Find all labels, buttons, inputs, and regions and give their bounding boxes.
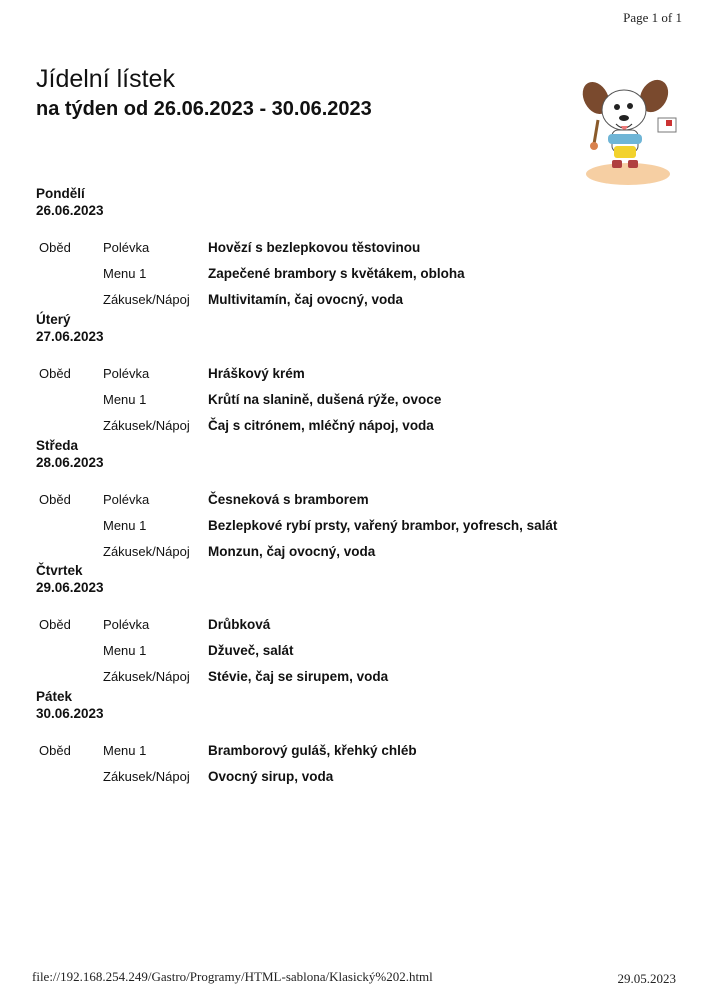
day-section — [36, 437, 676, 559]
course-label: Zákusek/Nápoj — [103, 418, 190, 433]
dish-name: Česneková s bramborem — [208, 492, 369, 507]
dish-name: Drůbková — [208, 617, 271, 632]
dog-mascot-icon — [572, 74, 684, 186]
menu-row — [36, 366, 676, 386]
dish-name: Krůtí na slanině, dušená rýže, ovoce — [208, 392, 442, 407]
course-label: Menu 1 — [103, 643, 147, 658]
menu-row — [36, 643, 676, 663]
course-label: Zákusek/Nápoj — [103, 544, 190, 559]
day-name: Úterý — [36, 312, 71, 327]
dish-name: Ovocný sirup, voda — [208, 769, 334, 784]
menu-row — [36, 617, 676, 637]
menu-row — [36, 669, 676, 689]
menu-row — [36, 292, 676, 312]
day-section — [36, 688, 676, 784]
dish-name: Čaj s citrónem, mléčný nápoj, voda — [208, 418, 434, 433]
day-section — [36, 562, 676, 684]
menu-row — [36, 769, 676, 789]
course-label: Menu 1 — [103, 743, 147, 758]
dish-name: Bramborový guláš, křehký chléb — [208, 743, 417, 758]
menu-row — [36, 518, 676, 538]
menu-row — [36, 240, 676, 260]
dish-name: Zapečené brambory s květákem, obloha — [208, 266, 465, 281]
meal-label: Oběd — [39, 743, 71, 758]
day-date: 30.06.2023 — [36, 706, 104, 721]
page-indicator: Page 1 of 1 — [623, 10, 682, 25]
menu-row — [36, 392, 676, 412]
day-section — [36, 185, 676, 307]
dish-name: Hovězí s bezlepkovou těstovinou — [208, 240, 421, 255]
course-label: Zákusek/Nápoj — [103, 769, 190, 784]
dish-name: Monzun, čaj ovocný, voda — [208, 544, 376, 559]
dish-name: Hráškový krém — [208, 366, 305, 381]
day-date: 29.06.2023 — [36, 580, 104, 595]
course-label: Zákusek/Nápoj — [103, 292, 190, 307]
meal-label: Oběd — [39, 492, 71, 507]
meal-label: Oběd — [39, 240, 71, 255]
menu-row — [36, 492, 676, 512]
dish-name: Bezlepkové rybí prsty, vařený brambor, yofresch, salát — [208, 518, 558, 533]
day-name: Středa — [36, 438, 79, 453]
course-label: Zákusek/Nápoj — [103, 669, 190, 684]
dish-name: Multivitamín, čaj ovocný, voda — [208, 292, 404, 307]
course-label: Menu 1 — [103, 266, 147, 281]
day-name: Pondělí — [36, 186, 85, 201]
course-label: Polévka — [103, 240, 150, 255]
menu-row — [36, 266, 676, 286]
course-label: Menu 1 — [103, 518, 147, 533]
course-label: Polévka — [103, 492, 150, 507]
meal-label: Oběd — [39, 617, 71, 632]
menu-row — [36, 544, 676, 564]
course-label: Polévka — [103, 366, 150, 381]
day-name: Pátek — [36, 689, 73, 704]
footer-date: 29.05.2023 — [617, 971, 676, 986]
day-date: 27.06.2023 — [36, 329, 104, 344]
page-title: Jídelní lístek — [36, 65, 175, 93]
footer-url: file://192.168.254.249/Gastro/Programy/HTML-sablona/Klasický%202.html — [32, 969, 433, 984]
day-date: 28.06.2023 — [36, 455, 104, 470]
dish-name: Džuveč, salát — [208, 643, 294, 658]
course-label: Polévka — [103, 617, 150, 632]
course-label: Menu 1 — [103, 392, 147, 407]
meal-label: Oběd — [39, 366, 71, 381]
page-subtitle: na týden od 26.06.2023 - 30.06.2023 — [36, 98, 372, 120]
day-section — [36, 311, 676, 433]
day-name: Čtvrtek — [36, 563, 83, 578]
dish-name: Stévie, čaj se sirupem, voda — [208, 669, 389, 684]
menu-row — [36, 418, 676, 438]
menu-row — [36, 743, 676, 763]
day-date: 26.06.2023 — [36, 203, 104, 218]
